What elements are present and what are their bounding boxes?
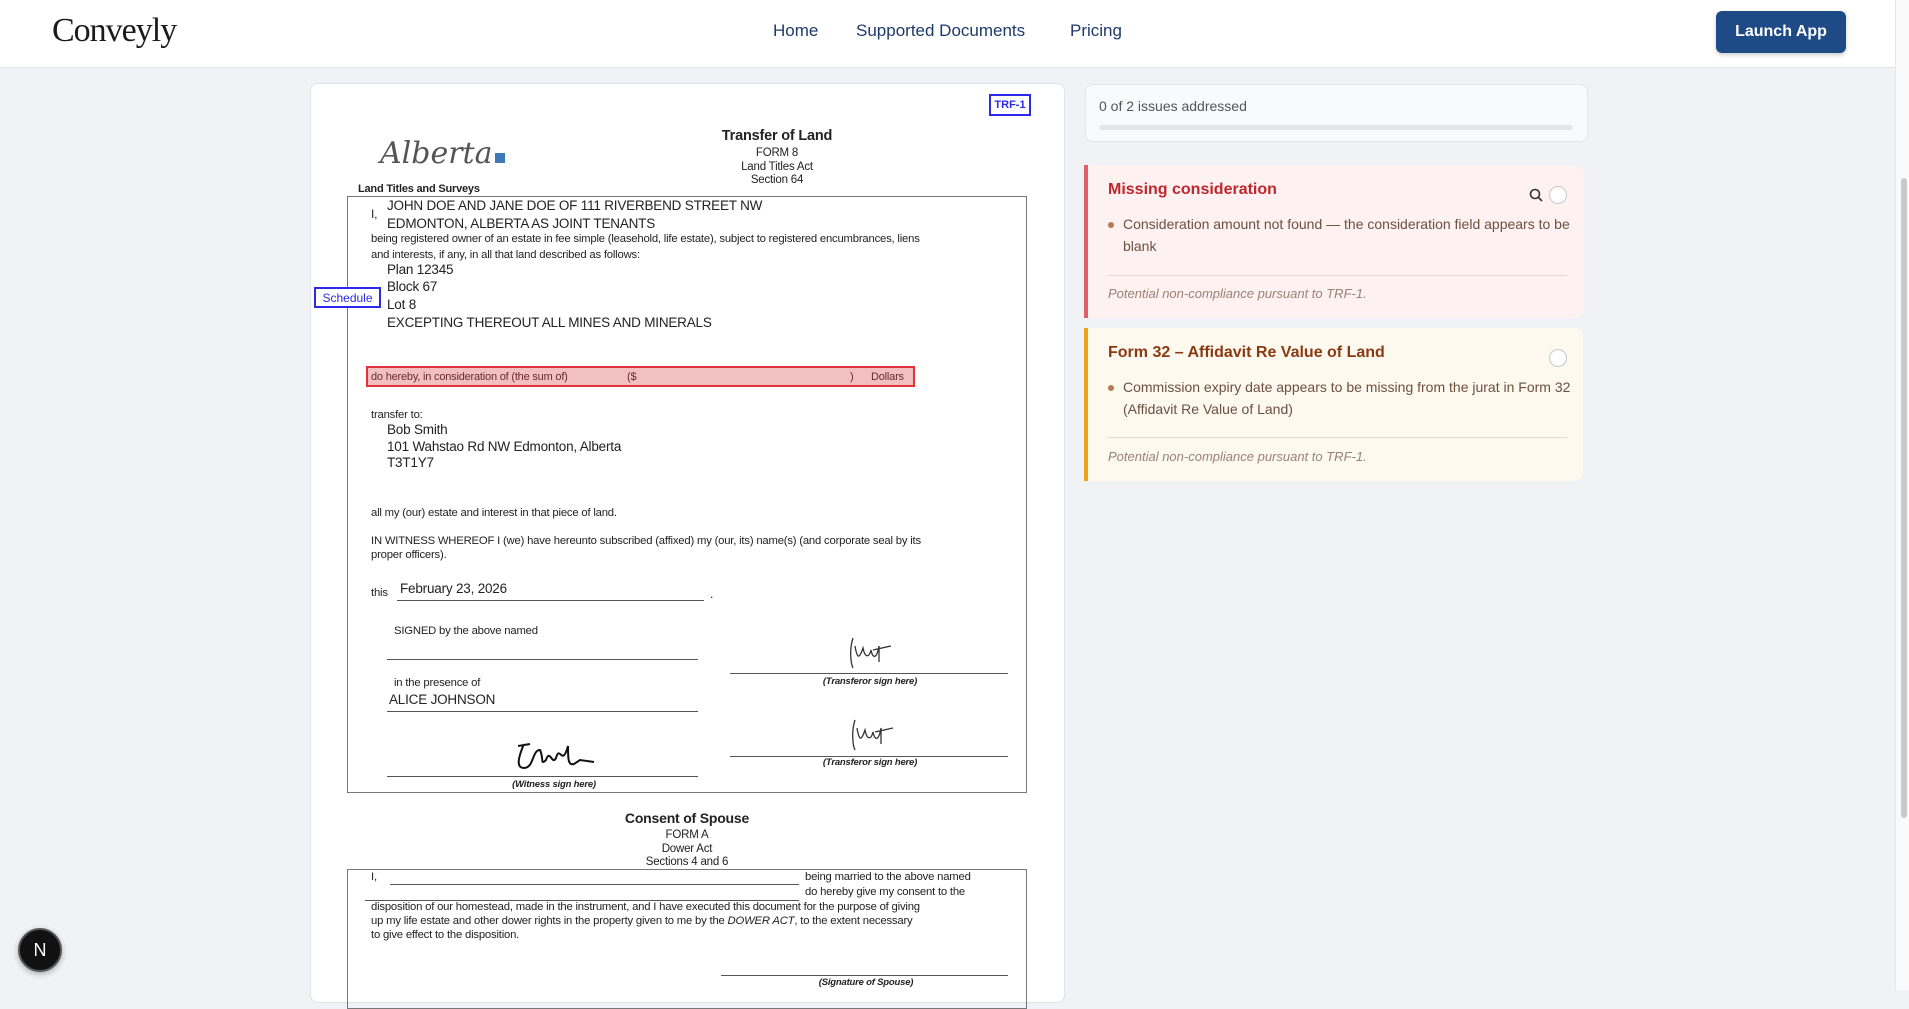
- nav-pricing[interactable]: Pricing: [1070, 21, 1122, 40]
- alberta-logo-text: Alberta: [380, 136, 493, 171]
- bullet-icon: [1108, 222, 1114, 228]
- consideration-close: ): [850, 371, 854, 383]
- spouse-sign-label: (Signature of Spouse): [818, 977, 914, 988]
- form-title: Transfer of Land: [721, 128, 833, 144]
- progress-card: [1085, 84, 1588, 142]
- schedule-tag[interactable]: Schedule: [314, 287, 381, 308]
- form-section: Section 64: [750, 174, 804, 186]
- consent-body-1: disposition of our homestead, made in the instrument, and I have executed this document for the purpose of giving: [371, 901, 920, 913]
- transfer-to-label: transfer to:: [371, 409, 423, 421]
- i-label: I,: [371, 207, 378, 221]
- progress-text: 0 of 2 issues addressed: [1099, 98, 1247, 114]
- date-period: .: [710, 587, 714, 601]
- conveyly-logo[interactable]: Conveyly: [52, 12, 177, 49]
- presence-line: [387, 711, 698, 712]
- estate-text: all my (our) estate and interest in that piece of land.: [371, 507, 617, 519]
- issue-title: Missing consideration: [1108, 181, 1277, 198]
- execution-date: February 23, 2026: [400, 581, 507, 596]
- issue-card-form-32[interactable]: [1084, 328, 1583, 481]
- transferee-postal: T3T1Y7: [387, 455, 434, 470]
- signed-label: SIGNED by the above named: [394, 625, 538, 637]
- spouse-name-line: [390, 884, 799, 885]
- launch-app-button[interactable]: Launch App: [1716, 11, 1846, 53]
- consent-body-2c: , to the extent necessary: [794, 915, 913, 927]
- legal-lot: Lot 8: [387, 297, 417, 312]
- consent-body-2b: DOWER ACT: [727, 915, 795, 927]
- form-number: FORM 8: [755, 147, 799, 159]
- legal-exception: EXCEPTING THEREOUT ALL MINES AND MINERALS: [387, 315, 712, 330]
- consent-title: Consent of Spouse: [624, 810, 750, 826]
- date-line: [397, 600, 704, 601]
- signed-line: [387, 659, 698, 660]
- scrollbar-thumb[interactable]: [1901, 178, 1907, 818]
- issue-title: Form 32 – Affidavit Re Value of Land: [1108, 344, 1385, 361]
- search-icon[interactable]: [1528, 187, 1544, 203]
- witness-signature-icon: [510, 738, 605, 774]
- witness-line: [387, 776, 698, 777]
- consent-married: being married to the above named: [805, 871, 971, 883]
- consideration-dollar: ($: [627, 371, 637, 383]
- divider: [1108, 275, 1567, 276]
- transferee-name: Bob Smith: [387, 422, 448, 437]
- witness-whereof-2: proper officers).: [371, 549, 447, 561]
- transferor-sign-label-2: (Transferor sign here): [822, 757, 918, 768]
- issue-detail: Consideration amount not found — the consideration field appears to be blank: [1123, 216, 1570, 254]
- alberta-logo: [380, 136, 505, 171]
- transferor-signature-icon: [847, 718, 897, 754]
- witness-sign-label: (Witness sign here): [512, 779, 596, 790]
- trf-1-tag[interactable]: TRF-1: [989, 94, 1031, 116]
- issue-card-missing-consideration[interactable]: [1084, 165, 1583, 318]
- this-label: this: [371, 587, 388, 599]
- consent-i: I,: [371, 871, 377, 883]
- issue-footer: Potential non-compliance pursuant to TRF-1.: [1108, 449, 1367, 464]
- form-act: Land Titles Act: [741, 161, 813, 173]
- transferee-address: 101 Wahstao Rd NW Edmonton, Alberta: [387, 439, 622, 454]
- progress-bar: [1099, 125, 1573, 130]
- consent-act: Dower Act: [661, 843, 713, 855]
- owner-line-1: JOHN DOE AND JANE DOE OF 111 RIVERBEND STREET NW: [387, 198, 763, 213]
- bullet-icon: [1108, 385, 1114, 391]
- issue-footer: Potential non-compliance pursuant to TRF-1.: [1108, 286, 1367, 301]
- divider: [1108, 437, 1567, 438]
- consent-body-2a: up my life estate and other dower rights in the property given to me by the: [371, 915, 728, 927]
- owner-line-2: EDMONTON, ALBERTA AS JOINT TENANTS: [387, 216, 656, 231]
- transferor-signature-icon: [845, 636, 895, 672]
- issue-detail: Commission expiry date appears to be missing from the jurat in Form 32 (Affidavit Re Value of Land): [1123, 379, 1571, 417]
- nav-supported-documents[interactable]: Supported Documents: [856, 21, 1026, 40]
- nav-home[interactable]: Home: [773, 21, 819, 40]
- dev-tools-button[interactable]: N: [18, 928, 62, 972]
- transferor-sign-label-1: (Transferor sign here): [822, 676, 918, 687]
- resolve-checkbox[interactable]: [1549, 186, 1567, 204]
- owner-description-2: and interests, if any, in all that land described as follows:: [371, 249, 640, 261]
- consideration-dollars: Dollars: [871, 371, 904, 383]
- consent-body-3: to give effect to the disposition.: [371, 929, 520, 941]
- consent-form: FORM A: [665, 829, 709, 841]
- presence-label: in the presence of: [394, 677, 481, 689]
- resolve-checkbox[interactable]: [1549, 349, 1567, 367]
- top-nav: [0, 0, 1895, 68]
- transferor-line-1: [730, 673, 1008, 674]
- legal-block: Block 67: [387, 279, 438, 294]
- consideration-text: do hereby, in consideration of (the sum of): [371, 371, 568, 383]
- consent-give: do hereby give my consent to the: [805, 886, 966, 898]
- consent-body-2: [371, 915, 912, 927]
- owner-description-1: being registered owner of an estate in fee simple (leasehold, life estate), subject to registered encumbrances, liens: [371, 233, 920, 245]
- spouse-signature-line: [721, 975, 1008, 976]
- consent-sections: Sections 4 and 6: [645, 856, 729, 868]
- legal-plan: Plan 12345: [387, 262, 454, 277]
- witness-name: ALICE JOHNSON: [389, 692, 496, 707]
- office-name: Land Titles and Surveys: [358, 183, 480, 195]
- witness-whereof-1: IN WITNESS WHEREOF I (we) have hereunto subscribed (affixed) my (our, its) name(s) (and corporate seal by its: [371, 535, 921, 547]
